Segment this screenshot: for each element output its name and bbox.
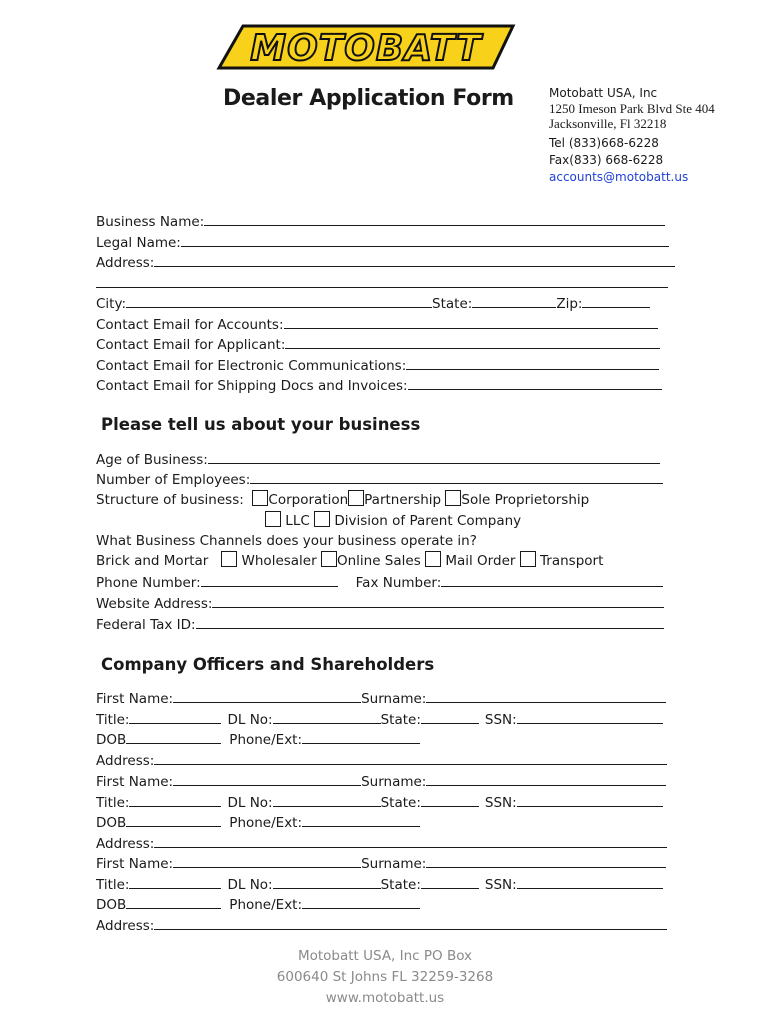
tax-id-field[interactable] [196,614,664,629]
officer-2-dob-field[interactable] [126,812,221,827]
officer-3-title-field[interactable] [129,874,221,889]
partnership-checkbox[interactable] [348,490,364,506]
officer-1-name-row [96,688,666,708]
phone-field[interactable] [201,572,338,587]
first-name-label: First Name: [96,856,174,872]
state-label: State: [380,877,421,893]
transport-label: Transport [540,553,604,569]
employees-field[interactable] [250,469,663,484]
address-label: Address: [96,255,155,271]
officer-1-address-field[interactable] [154,750,667,765]
officer-2-dob-row [96,812,420,832]
company-street: 1250 Imeson Park Blvd Ste 404 [549,101,715,116]
channels-question: What Business Channels does your business operate in? [96,533,477,549]
officer-3-dob-field[interactable] [126,894,221,909]
structure-row [96,490,589,510]
tax-id-label: Federal Tax ID: [96,617,196,633]
ssn-label: SSN: [484,877,517,893]
company-address [549,86,715,184]
officers-heading: Company Officers and Shareholders [101,655,435,674]
division-label: Division of Parent Company [334,513,522,529]
officer-2-address-field[interactable] [154,833,667,848]
email-applicant-row [96,334,660,354]
email-accounts-row [96,314,658,334]
website-field[interactable] [212,593,664,608]
surname-label: Surname: [361,856,427,872]
officer-1-surname-field[interactable] [426,688,666,703]
officer-1-first-name-field[interactable] [173,688,361,703]
state-field[interactable] [472,293,556,308]
officer-1-state-field[interactable] [421,709,479,724]
email-accounts-field[interactable] [284,314,658,329]
officer-2-title-field[interactable] [129,792,221,807]
division-checkbox[interactable] [314,511,330,527]
officer-1-id-row [96,709,663,729]
online-sales-label: Online Sales [336,553,421,569]
footer-line-3: www.motobatt.us [325,990,445,1006]
dl-no-label: DL No: [227,877,273,893]
online-sales-checkbox[interactable] [321,551,337,567]
officer-2-state-field[interactable] [421,792,479,807]
business-name-label: Business Name: [96,214,205,230]
phone-ext-label: Phone/Ext: [229,732,303,748]
officer-2-dl-field[interactable] [273,792,381,807]
employees-row [96,469,663,489]
dl-no-label: DL No: [227,795,273,811]
officer-3-surname-field[interactable] [426,853,666,868]
footer [0,946,770,1009]
corporation-label: Corporation [268,492,349,508]
form-title: Dealer Application Form [223,86,514,111]
tax-id-row [96,614,664,634]
officer-1-phone-field[interactable] [302,729,420,744]
email-electronic-label: Contact Email for Electronic Communications: [96,358,407,374]
company-city: Jacksonville, Fl 32218 [549,116,667,131]
email-electronic-field[interactable] [406,355,659,370]
first-name-label: First Name: [96,774,174,790]
address-label: Address: [96,753,155,769]
officer-1-title-field[interactable] [129,709,221,724]
email-shipping-row [96,375,662,395]
address-field[interactable] [154,252,675,267]
age-row [96,449,660,469]
structure-label: Structure of business: [96,492,244,508]
officer-1-dl-field[interactable] [273,709,381,724]
officer-2-id-row [96,792,663,812]
employees-label: Number of Employees: [96,472,251,488]
email-shipping-label: Contact Email for Shipping Docs and Invoices: [96,378,408,394]
wholesaler-checkbox[interactable] [221,551,237,567]
officer-3-first-name-field[interactable] [173,853,361,868]
surname-label: Surname: [361,691,427,707]
ssn-label: SSN: [484,795,517,811]
zip-label: Zip: [556,296,583,312]
dob-label: DOB [96,897,127,913]
footer-line-1: Motobatt USA, Inc PO Box [297,948,473,964]
business-name-field[interactable] [204,211,665,226]
officer-2-ssn-field[interactable] [517,792,663,807]
email-applicant-label: Contact Email for Applicant: [96,337,286,353]
city-label: City: [96,296,127,312]
company-email[interactable]: accounts@motobatt.us [549,170,689,184]
state-label: State: [380,712,421,728]
structure-row-2 [265,511,521,531]
email-electronic-row [96,355,659,375]
legal-name-label: Legal Name: [96,235,181,251]
about-heading: Please tell us about your business [101,415,421,434]
fax-field[interactable] [441,572,663,587]
officer-2-name-row [96,771,666,791]
wholesaler-label: Wholesaler [241,553,317,569]
phone-ext-label: Phone/Ext: [229,815,303,831]
title-label: Title: [96,877,130,893]
company-tel: Tel (833)668-6228 [549,136,659,150]
address-line2-field[interactable] [96,273,668,288]
partnership-label: Partnership [364,492,442,508]
first-name-label: First Name: [96,691,174,707]
officer-3-address-field[interactable] [154,915,667,930]
channels-row [96,551,603,571]
ssn-label: SSN: [484,712,517,728]
motobatt-logo [213,22,519,72]
title-label: Title: [96,795,130,811]
officer-2-address-row [96,833,667,853]
age-field[interactable] [208,449,660,464]
officer-3-name-row [96,853,666,873]
mail-order-label: Mail Order [445,553,516,569]
zip-field[interactable] [582,293,650,308]
legal-name-field[interactable] [181,232,669,247]
officer-3-dl-field[interactable] [273,874,381,889]
llc-checkbox[interactable] [265,511,281,527]
officer-2-first-name-field[interactable] [173,771,361,786]
dl-no-label: DL No: [227,712,273,728]
llc-label: LLC [285,513,310,529]
state-label: State: [380,795,421,811]
address-label: Address: [96,836,155,852]
fax-label: Fax Number: [355,575,442,591]
officer-1-address-row [96,750,667,770]
business-name-row [96,211,665,231]
company-name: Motobatt USA, Inc [549,86,658,100]
mail-order-checkbox[interactable] [425,551,441,567]
phone-fax-row [96,572,663,592]
officer-2-surname-field[interactable] [426,771,666,786]
officer-3-state-field[interactable] [421,874,479,889]
officer-1-dob-field[interactable] [126,729,221,744]
officer-3-ssn-field[interactable] [517,874,663,889]
officer-3-id-row [96,874,663,894]
brick-mortar-label: Brick and Mortar [96,553,209,569]
sole-proprietorship-label: Sole Proprietorship [461,492,590,508]
officer-1-dob-row [96,729,420,749]
phone-ext-label: Phone/Ext: [229,897,303,913]
state-label: State: [432,296,473,312]
website-label: Website Address: [96,596,213,612]
logo-text: MOTOBATT [250,28,482,69]
officer-3-dob-row [96,894,420,914]
address-label: Address: [96,918,155,934]
title-label: Title: [96,712,130,728]
email-shipping-field[interactable] [408,375,662,390]
legal-name-row [96,232,669,252]
corporation-checkbox[interactable] [252,490,268,506]
officer-2-phone-field[interactable] [302,812,420,827]
company-fax: Fax(833) 668-6228 [549,153,664,167]
website-row [96,593,664,613]
city-field[interactable] [126,293,432,308]
footer-line-2: 600640 St Johns FL 32259-3268 [276,969,494,985]
address-line2-row [96,273,668,293]
city-state-zip-row [96,293,650,313]
transport-checkbox[interactable] [520,551,536,567]
dob-label: DOB [96,732,127,748]
phone-label: Phone Number: [96,575,201,591]
sole-proprietorship-checkbox[interactable] [445,490,461,506]
surname-label: Surname: [361,774,427,790]
age-label: Age of Business: [96,452,208,468]
officer-1-ssn-field[interactable] [517,709,663,724]
address-row [96,252,675,272]
officer-3-address-row [96,915,667,935]
dob-label: DOB [96,815,127,831]
email-applicant-field[interactable] [285,334,660,349]
officer-3-phone-field[interactable] [302,894,420,909]
email-accounts-label: Contact Email for Accounts: [96,317,284,333]
